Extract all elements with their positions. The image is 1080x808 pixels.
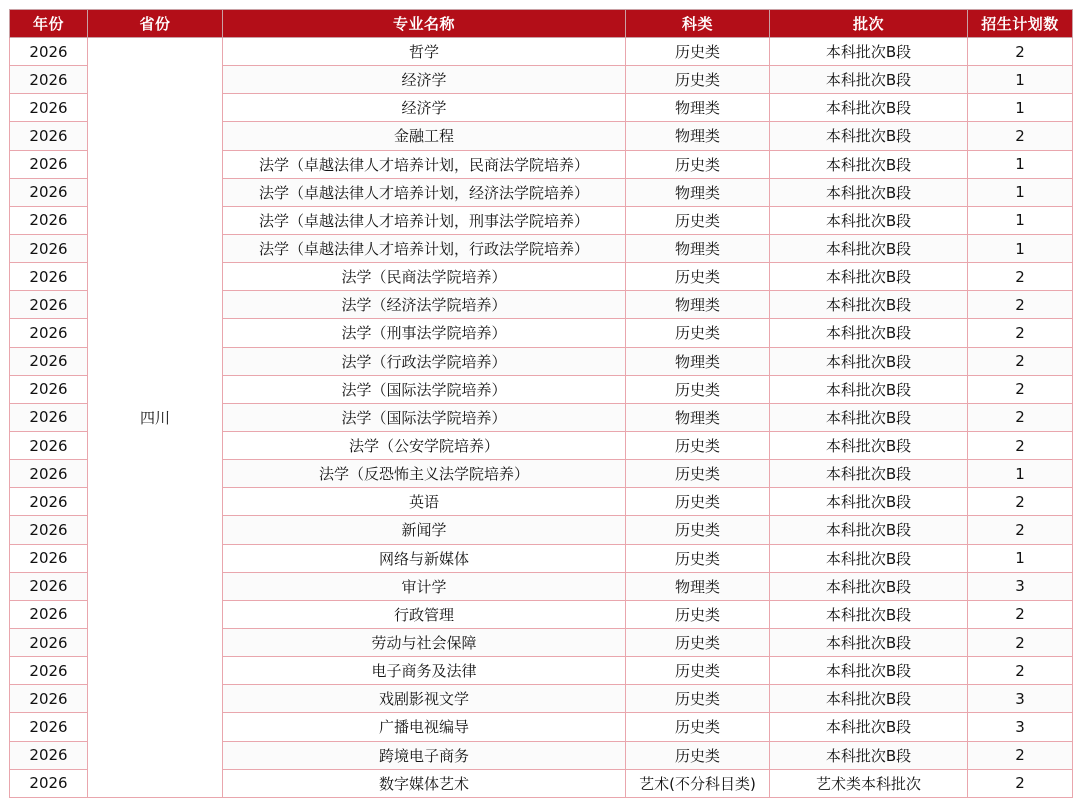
header-major: 专业名称	[223, 10, 626, 38]
batch-cell: 本科批次B段	[770, 122, 968, 150]
batch-cell: 本科批次B段	[770, 319, 968, 347]
plan-cell: 2	[968, 122, 1073, 150]
plan-cell: 1	[968, 460, 1073, 488]
plan-cell: 1	[968, 178, 1073, 206]
batch-cell: 本科批次B段	[770, 263, 968, 291]
subject-cell: 物理类	[626, 234, 770, 262]
batch-cell: 本科批次B段	[770, 628, 968, 656]
plan-cell: 3	[968, 713, 1073, 741]
batch-cell: 本科批次B段	[770, 94, 968, 122]
plan-cell: 1	[968, 206, 1073, 234]
major-cell: 金融工程	[223, 122, 626, 150]
batch-cell: 本科批次B段	[770, 291, 968, 319]
year-cell: 2026	[10, 94, 88, 122]
year-cell: 2026	[10, 178, 88, 206]
plan-cell: 2	[968, 488, 1073, 516]
major-cell: 法学（公安学院培养）	[223, 431, 626, 459]
plan-cell: 2	[968, 628, 1073, 656]
batch-cell: 本科批次B段	[770, 685, 968, 713]
subject-cell: 历史类	[626, 431, 770, 459]
subject-cell: 历史类	[626, 657, 770, 685]
subject-cell: 物理类	[626, 291, 770, 319]
subject-cell: 艺术(不分科目类)	[626, 769, 770, 797]
batch-cell: 本科批次B段	[770, 600, 968, 628]
batch-cell: 本科批次B段	[770, 657, 968, 685]
plan-cell: 1	[968, 66, 1073, 94]
plan-cell: 2	[968, 263, 1073, 291]
subject-cell: 历史类	[626, 319, 770, 347]
year-cell: 2026	[10, 38, 88, 66]
plan-cell: 1	[968, 94, 1073, 122]
plan-cell: 2	[968, 291, 1073, 319]
major-cell: 法学（刑事法学院培养）	[223, 319, 626, 347]
major-cell: 跨境电子商务	[223, 741, 626, 769]
year-cell: 2026	[10, 375, 88, 403]
header-plan: 招生计划数	[968, 10, 1073, 38]
year-cell: 2026	[10, 657, 88, 685]
header-year: 年份	[10, 10, 88, 38]
year-cell: 2026	[10, 319, 88, 347]
plan-cell: 2	[968, 769, 1073, 797]
major-cell: 审计学	[223, 572, 626, 600]
plan-cell: 1	[968, 544, 1073, 572]
subject-cell: 物理类	[626, 178, 770, 206]
province-cell: 四川	[88, 38, 223, 798]
major-cell: 法学（反恐怖主义法学院培养）	[223, 460, 626, 488]
year-cell: 2026	[10, 403, 88, 431]
major-cell: 法学（民商法学院培养）	[223, 263, 626, 291]
year-cell: 2026	[10, 572, 88, 600]
table-row	[10, 38, 1073, 66]
subject-cell: 历史类	[626, 488, 770, 516]
batch-cell: 本科批次B段	[770, 38, 968, 66]
subject-cell: 历史类	[626, 375, 770, 403]
plan-cell: 2	[968, 403, 1073, 431]
batch-cell: 本科批次B段	[770, 713, 968, 741]
plan-cell: 1	[968, 234, 1073, 262]
header-row	[10, 10, 1073, 38]
year-cell: 2026	[10, 544, 88, 572]
major-cell: 法学（卓越法律人才培养计划，刑事法学院培养）	[223, 206, 626, 234]
major-cell: 行政管理	[223, 600, 626, 628]
year-cell: 2026	[10, 263, 88, 291]
subject-cell: 历史类	[626, 685, 770, 713]
subject-cell: 物理类	[626, 403, 770, 431]
table-header	[10, 10, 1073, 38]
year-cell: 2026	[10, 431, 88, 459]
year-cell: 2026	[10, 628, 88, 656]
subject-cell: 历史类	[626, 150, 770, 178]
year-cell: 2026	[10, 685, 88, 713]
batch-cell: 本科批次B段	[770, 403, 968, 431]
subject-cell: 物理类	[626, 122, 770, 150]
plan-cell: 2	[968, 741, 1073, 769]
year-cell: 2026	[10, 66, 88, 94]
batch-cell: 本科批次B段	[770, 741, 968, 769]
admission-plan-table	[9, 9, 1073, 798]
plan-cell: 3	[968, 685, 1073, 713]
subject-cell: 历史类	[626, 544, 770, 572]
major-cell: 经济学	[223, 66, 626, 94]
major-cell: 法学（卓越法律人才培养计划，行政法学院培养）	[223, 234, 626, 262]
header-province: 省份	[88, 10, 223, 38]
plan-cell: 2	[968, 600, 1073, 628]
major-cell: 法学（经济法学院培养）	[223, 291, 626, 319]
plan-cell: 2	[968, 657, 1073, 685]
subject-cell: 历史类	[626, 516, 770, 544]
subject-cell: 历史类	[626, 38, 770, 66]
major-cell: 电子商务及法律	[223, 657, 626, 685]
year-cell: 2026	[10, 122, 88, 150]
batch-cell: 本科批次B段	[770, 488, 968, 516]
year-cell: 2026	[10, 206, 88, 234]
major-cell: 戏剧影视文学	[223, 685, 626, 713]
batch-cell: 本科批次B段	[770, 347, 968, 375]
subject-cell: 物理类	[626, 94, 770, 122]
plan-cell: 3	[968, 572, 1073, 600]
year-cell: 2026	[10, 769, 88, 797]
year-cell: 2026	[10, 460, 88, 488]
plan-cell: 1	[968, 150, 1073, 178]
major-cell: 法学（行政法学院培养）	[223, 347, 626, 375]
batch-cell: 本科批次B段	[770, 516, 968, 544]
header-batch: 批次	[770, 10, 968, 38]
major-cell: 劳动与社会保障	[223, 628, 626, 656]
batch-cell: 本科批次B段	[770, 375, 968, 403]
plan-cell: 2	[968, 431, 1073, 459]
batch-cell: 本科批次B段	[770, 234, 968, 262]
major-cell: 新闻学	[223, 516, 626, 544]
year-cell: 2026	[10, 741, 88, 769]
batch-cell: 本科批次B段	[770, 431, 968, 459]
subject-cell: 物理类	[626, 347, 770, 375]
major-cell: 广播电视编导	[223, 713, 626, 741]
table-body	[10, 38, 1073, 798]
major-cell: 数字媒体艺术	[223, 769, 626, 797]
batch-cell: 本科批次B段	[770, 178, 968, 206]
year-cell: 2026	[10, 488, 88, 516]
subject-cell: 历史类	[626, 460, 770, 488]
batch-cell: 本科批次B段	[770, 572, 968, 600]
batch-cell: 本科批次B段	[770, 544, 968, 572]
major-cell: 英语	[223, 488, 626, 516]
batch-cell: 本科批次B段	[770, 66, 968, 94]
subject-cell: 物理类	[626, 572, 770, 600]
year-cell: 2026	[10, 150, 88, 178]
batch-cell: 本科批次B段	[770, 206, 968, 234]
subject-cell: 历史类	[626, 600, 770, 628]
batch-cell: 艺术类本科批次	[770, 769, 968, 797]
subject-cell: 历史类	[626, 66, 770, 94]
year-cell: 2026	[10, 516, 88, 544]
batch-cell: 本科批次B段	[770, 460, 968, 488]
subject-cell: 历史类	[626, 206, 770, 234]
major-cell: 法学（国际法学院培养）	[223, 403, 626, 431]
major-cell: 经济学	[223, 94, 626, 122]
major-cell: 法学（国际法学院培养）	[223, 375, 626, 403]
batch-cell: 本科批次B段	[770, 150, 968, 178]
subject-cell: 历史类	[626, 713, 770, 741]
plan-cell: 2	[968, 516, 1073, 544]
plan-cell: 2	[968, 375, 1073, 403]
year-cell: 2026	[10, 291, 88, 319]
subject-cell: 历史类	[626, 628, 770, 656]
header-subject: 科类	[626, 10, 770, 38]
year-cell: 2026	[10, 234, 88, 262]
major-cell: 法学（卓越法律人才培养计划，民商法学院培养）	[223, 150, 626, 178]
plan-cell: 2	[968, 347, 1073, 375]
major-cell: 网络与新媒体	[223, 544, 626, 572]
plan-cell: 2	[968, 319, 1073, 347]
year-cell: 2026	[10, 600, 88, 628]
subject-cell: 历史类	[626, 263, 770, 291]
major-cell: 哲学	[223, 38, 626, 66]
year-cell: 2026	[10, 713, 88, 741]
year-cell: 2026	[10, 347, 88, 375]
subject-cell: 历史类	[626, 741, 770, 769]
plan-cell: 2	[968, 38, 1073, 66]
major-cell: 法学（卓越法律人才培养计划，经济法学院培养）	[223, 178, 626, 206]
